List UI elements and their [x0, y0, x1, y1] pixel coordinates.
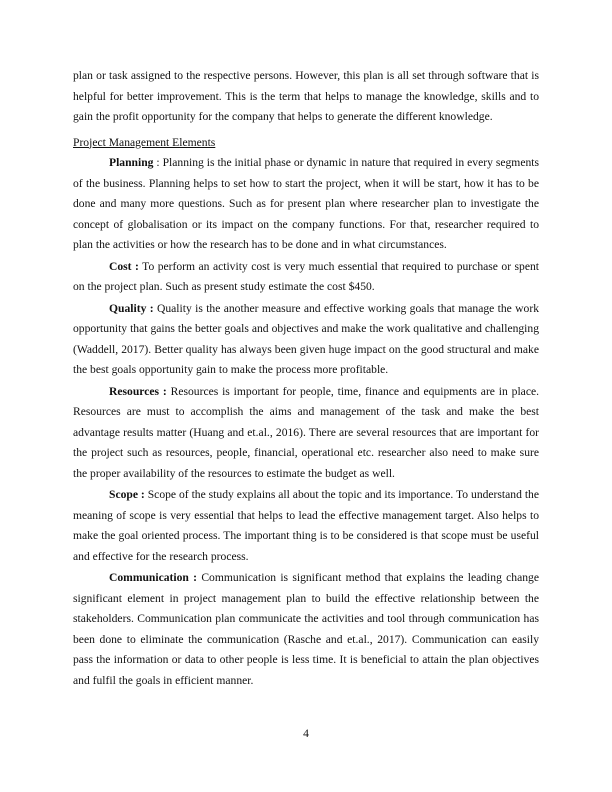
- element-term: Planning: [109, 156, 154, 169]
- element-term: Cost :: [109, 259, 139, 273]
- element-term: Scope :: [109, 488, 145, 501]
- element-text: Communication is significant method that explains the leading change significant element in project management plan to build the effective relationship between the stakeholders. Communication plan communicate the activities and tool through communication has been done to eliminate the communication (Rasche and et.al., 2017). Communication can easily pass the information or data to other people is less time. It is beneficial to attain the plan objectives and fulfil the goals in efficient manner.: [73, 571, 539, 687]
- element-text: Scope of the study explains all about the topic and its importance. To understand the meaning of scope is very essential that helps to lead the effective management target. Also helps to make the goal oriented process. The important thing is to be considered is that scope must be useful and effective for the research process.: [73, 488, 539, 563]
- page-number: 4: [303, 727, 309, 740]
- element-term: Quality :: [109, 301, 154, 315]
- element-term: Resources :: [109, 384, 167, 398]
- element-planning: [73, 153, 539, 256]
- element-text: Planning is the initial phase or dynamic in nature that required in every segments of the business. Planning helps to set how to start the project, when it will be start, how it has to be done and many more questions. Such as for present plan where researcher plan to investigate the concept of globalisation or its impact on the company functions. For that, researcher required to plan the activities or how the research has to be done and in what circumstances.: [73, 156, 539, 251]
- element-cost: [73, 257, 539, 298]
- element-scope: [73, 485, 539, 567]
- element-term: Communication :: [109, 571, 198, 584]
- document-page: [73, 66, 539, 691]
- element-text: Resources is important for people, time, finance and equipments are in place. Resources are must to accomplish the aims and management of the task and make the best advantage results matter (Huang and et.al., 2016). There are several resources that are important for the project such as resources, people, financial, operational etc. researcher also need to make sure the proper availability of the resources to estimate the budget as well.: [73, 384, 540, 480]
- element-quality: [73, 299, 539, 381]
- element-text: To perform an activity cost is very much essential that required to purchase or spent on the project plan. Such as present study estimate the cost $450.: [73, 259, 539, 293]
- element-communication: [73, 568, 539, 691]
- intro-paragraph: plan or task assigned to the respective persons. However, this plan is all set through software that is helpful for better improvement. This is the term that helps to manage the knowledge, skills and to gain the profit opportunity for the company that helps to generate the different knowledge.: [73, 69, 539, 123]
- element-separator: :: [153, 156, 163, 169]
- section-heading: Project Management Elements: [73, 135, 216, 149]
- element-resources: [73, 382, 539, 485]
- element-text: Quality is the another measure and effective working goals that manage the work opportunity that gains the better goals and objectives and make the work qualitative and challenging (Waddell, 2017). Better quality has always been given huge impact on the good structural and make the best goals opportunity gain to make the process more profitable.: [73, 301, 539, 376]
